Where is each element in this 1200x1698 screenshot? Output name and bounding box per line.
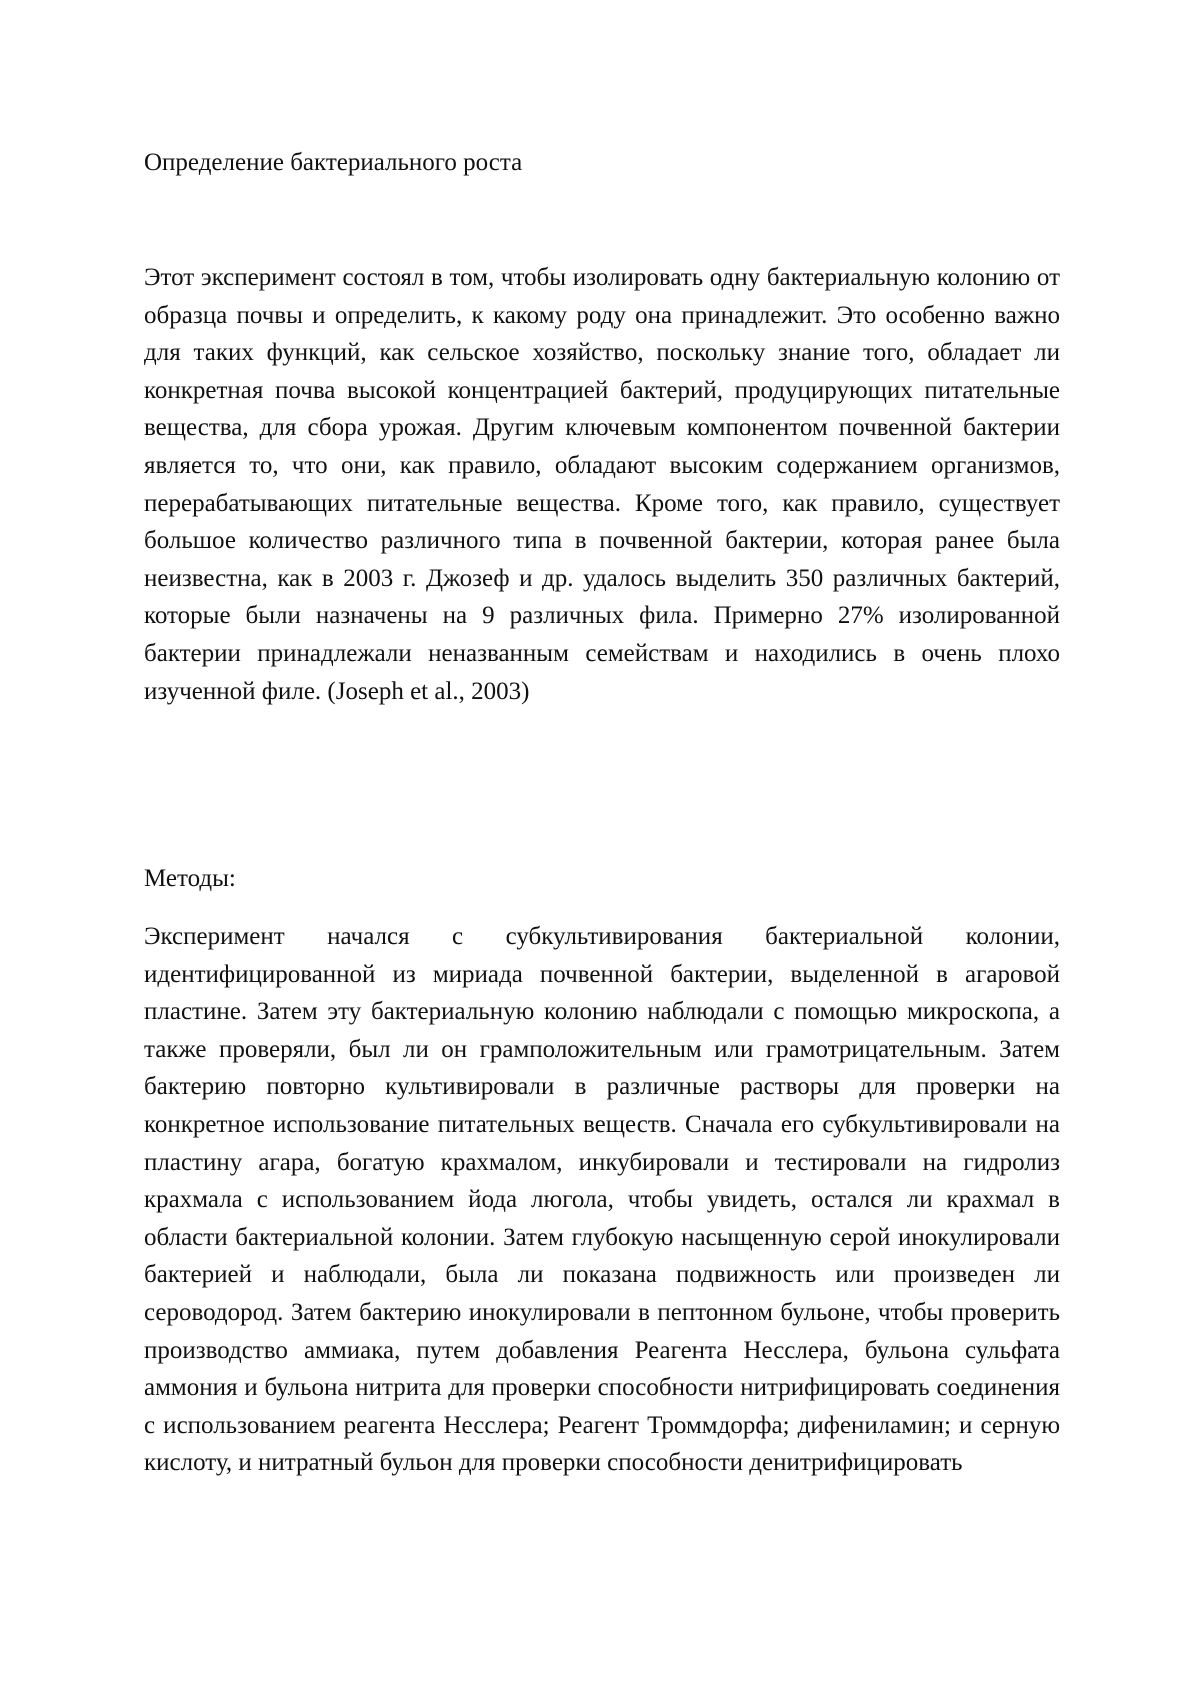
methods-paragraph: Эксперимент начался с субкультивирования бактериальной колонии, идентифицированной из мириада почвенной бактерии, выделенной в агаровой пластине. Затем эту бактериальную колонию наблюдали с помощью микроскопа, а также проверяли, был ли он грамположительным или грамотрицательным. Затем бактерию повторно культивировали в различные растворы для проверки на конкретное использование питательных веществ. Сначала его субкультивировали на пластину агара, богатую крахмалом, инкубировали и тестировали на гидролиз крахмала с использованием йода люгола, чтобы увидеть, остался ли крахмал в области бактериальной колонии. Затем глубокую насыщенную серой инокулировали бактерией и наблюдали, была ли показана подвижность или произведен ли сероводород. Затем бактерию инокулировали в пептонном бульоне, чтобы проверить производство аммиака, путем добавления Реагента Несслера, бульона сульфата аммония и бульона нитрита для проверки способности нитрифицировать соединения с использованием реагента Несслера; Реагент Троммдорфа; дифениламин; и серную кислоту, и нитратный бульон для проверки способности денитрифицировать	[144, 923, 1060, 1477]
document-title: Определение бактериального роста	[144, 149, 523, 176]
intro-paragraph: Этот эксперимент состоял в том, чтобы изолировать одну бактериальную колонию от образца почвы и определить, к какому роду она принадлежит. Это особенно важно для таких функций, как сельское хозяйство, поскольку знание того, обладает ли конкретная почва высокой концентрацией бактерий, продуцирующих питательные вещества, для сбора урожая. Другим ключевым компонентом почвенной бактерии является то, что они, как правило, обладают высоким содержанием организмов, перерабатывающих питательные вещества. Кроме того, как правило, существует большое количество различного типа в почвенной бактерии, которая ранее была неизвестна, как в 2003 г. Джозеф и др. удалось выделить 350 различных бактерий, которые были назначены на 9 различных фила. Примерно 27% изолированной бактерии принадлежали неназванным семействам и находились в очень плохо изученной филе. (Joseph et al., 2003)	[144, 264, 1060, 705]
methods-heading: Методы:	[144, 865, 236, 892]
